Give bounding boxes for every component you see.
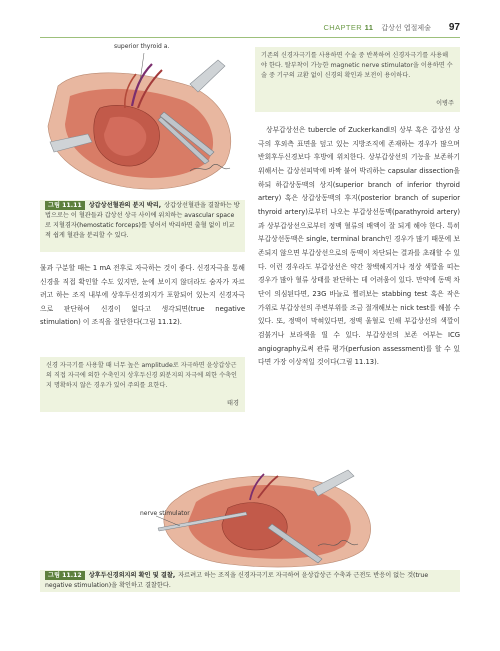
- expert-note-right: [255, 47, 460, 112]
- note-text: 신경 자극기를 사용할 때 너무 높은 amplitude로 자극하면 윤상갑상근의 직접 자극에 의한 수축인지 상후두신경 외분지의 자극에 의한 수축인지 명확하지 않은 경우가 있어 주의를 요한다.: [46, 362, 238, 389]
- caption-title: 상후두신경외지의 확인 및 결찰,: [88, 572, 176, 579]
- page-number: 97: [448, 22, 460, 33]
- paragraph: 상부갑상선은 tubercle of Zuckerkandl의 상부 혹은 갑상선 상극의 후외측 표면을 덮고 있는 지방조직에 존재하는 경우가 많으며 반회후두신경보다 후방에 위치한다. 상부갑상선의 기능을 보존하기 위해서는 갑상선피막에 바짝 붙여 박리하는 capsular dissection을 하되 하갑상동맥의 상지(superior branch of inferior thyroid artery) 혹은 상갑상동맥의 후지(posterior branch of superior thyroid artery)로부터 나오는 부갑상선동맥(parathyroid artery)과 상부갑상선으로부터 정맥 혈류의 배액이 잘 되게 해야 한다. 특히 부갑상선동맥은 single, terminal branch인 경우가 많기 때문에 보존되지 않으면 부갑상선으로의 동맥이 차단되는 결과를 초래할 수 있다. 이런 경우라도 부갑상선은 약간 창백해지거나 정상 색깔을 띠는 경우가 많아 혈류 상태를 판단하는 데 어려움이 있다. 만약에 동맥 차단이 의심된다면, 23G 바늘로 찔러보는 stabbing test 혹은 작은 가위로 부갑상선의 주변부위를 조금 절개해보는 nick test를 해볼 수 있다. 또, 정맥이 막혀있다면, 정맥 울혈로 인해 부갑상선의 색깔이 검붉거나 보라색을 띨 수 있다. 부갑상선의 보존 여부는 ICG angiography로써 관류 평가(perfusion assessment)를 할 수 있다면 가장 이상적일 것이다(그림 11.13).: [258, 126, 460, 367]
- figure-caption-2: [40, 570, 460, 592]
- body-text-left: 물과 구분할 때는 1 mA 전후로 자극하는 것이 좋다. 신경자극을 통해 신경을 직접 확인할 수도 있지만, 눈에 보이지 않더라도 숨자가 자르려고 하는 조직 내부에 상후두신경외지가 포함되어 있는지 신경자극으로 판단하여 신경이 없다고 생각되면(true negative stimulation) 이 조직을 절단한다(그림 11.12).: [40, 264, 245, 327]
- note-text: 기존의 신경자극기를 사용하면 수술 중 반복하여 신경자극기를 사용해야 한다. 탈부착이 가능한 magnetic nerve stimulator을 이용하면 수술 중 기구의 교환 없이 신경의 확인과 보전이 용이하다.: [261, 52, 453, 79]
- caption-text: 자르려고 하는 조직을 신경자극기로 자극하여 윤상갑상근 수축과 근전도 반응이 없는 것(true negative stimulation)을 확인하고 결찰한다.: [45, 572, 429, 589]
- caption-title: 상갑상선혈관의 분지 박리,: [88, 202, 162, 209]
- body-text-right: [258, 124, 460, 370]
- chapter-label: CHAPTER 11: [323, 23, 374, 32]
- caption-text: 상갑상선혈관을 결찰하는 방법으로는 이 혈관들과 갑상선 상극 사이에 위치하는 avascular space로 지혈겸자(hemostatic forceps)를 넣어서 박리하면 출혈 없이 비교적 쉽게 혈관을 분리할 수 있다.: [45, 202, 240, 239]
- surgical-illustration-1: [40, 43, 245, 196]
- expert-note-left: [40, 357, 245, 412]
- note-author: 태경: [227, 400, 239, 407]
- nerve-stimulator-label: nerve stimulator: [140, 510, 190, 517]
- page-header: [323, 22, 460, 36]
- superior-thyroid-artery-label: superior thyroid a.: [114, 43, 170, 50]
- header-rule: [40, 37, 460, 38]
- chapter-title: 갑상선 엽절제술: [381, 24, 431, 32]
- figure-tag: 그림 11.11: [45, 201, 85, 210]
- surgical-illustration-2: [118, 468, 398, 568]
- note-author: 이병주: [436, 100, 454, 107]
- figure-caption-1: [40, 200, 245, 252]
- figure-tag: 그림 11.12: [45, 571, 85, 580]
